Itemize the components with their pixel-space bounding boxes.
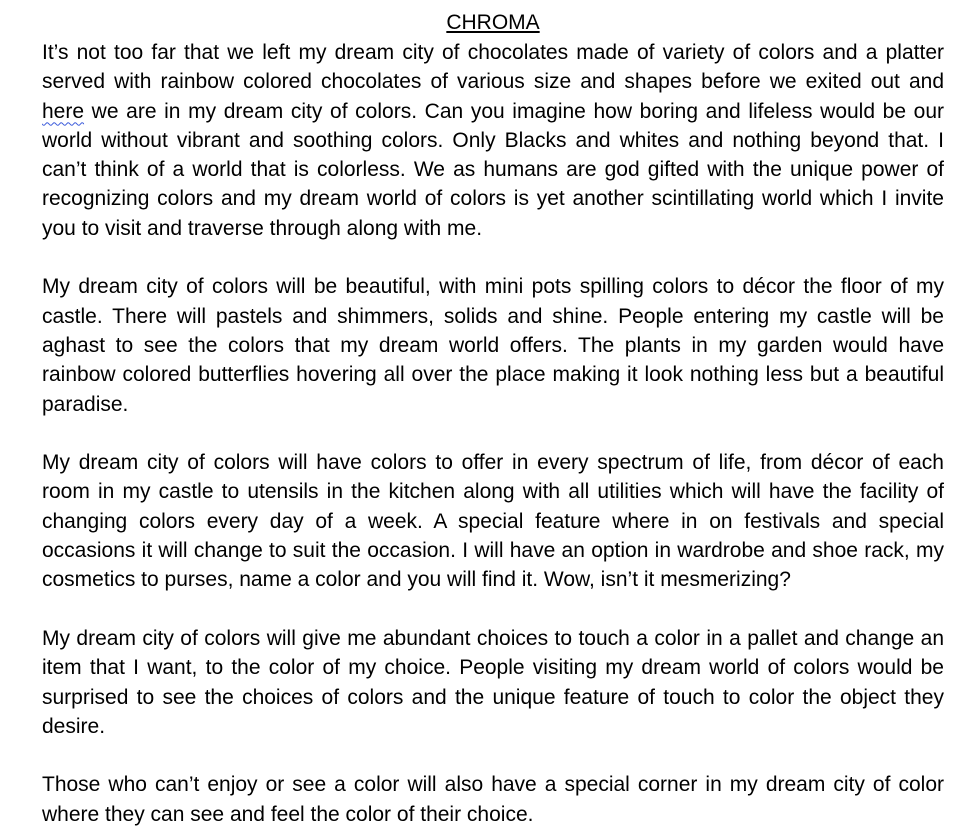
- paragraph-5: Those who can’t enjoy or see a color will also have a special corner in my dream city of color where they can see and feel the color of their choice.: [42, 773, 944, 826]
- paragraph-1: [42, 38, 944, 243]
- document-page: [42, 8, 944, 829]
- paragraph-1-text-end: we are in my dream city of colors. Can you imagine how boring and lifeless would be our world without vibrant and soothing colors. Only Blacks and whites and nothing beyond that. I can’t think of a world that is colorless. We as humans are god gifted with the unique power of recognizing colors and my dream world of colors is yet another scintillating world which I invite you to visit and traverse through along with me.: [42, 99, 944, 240]
- paragraph-2: My dream city of colors will be beautiful, with mini pots spilling colors to décor the floor of my castle. There will pastels and shimmers, solids and shine. People entering my castle will be aghast to see the colors that my dream world offers. The plants in my garden would have rainbow colored butterflies hovering all over the place making it look nothing less but a beautiful paradise.: [42, 275, 944, 416]
- paragraph-3: My dream city of colors will have colors to offer in every spectrum of life, from décor of each room in my castle to utensils in the kitchen along with all utilities which will have the facility of changing colors every day of a week. A special feature where in on festivals and special occasions it will change to suit the occasion. I will have an option in wardrobe and shoe rack, my cosmetics to purses, name a color and you will find it. Wow, isn’t it mesmerizing?: [42, 451, 944, 592]
- spellcheck-flagged-word[interactable]: here: [42, 99, 85, 123]
- paragraph-1-text-start: It’s not too far that we left my dream city of chocolates made of variety of colors and a platter served with rainbow colored chocolates of various size and shapes before we exited out and: [42, 41, 944, 94]
- document-title: CHROMA: [446, 11, 540, 34]
- paragraph-4: My dream city of colors will give me abundant choices to touch a color in a pallet and change an item that I want, to the color of my choice. People visiting my dream world of colors would be surprised to see the choices of colors and the unique feature of touch to color the object they desire.: [42, 626, 944, 738]
